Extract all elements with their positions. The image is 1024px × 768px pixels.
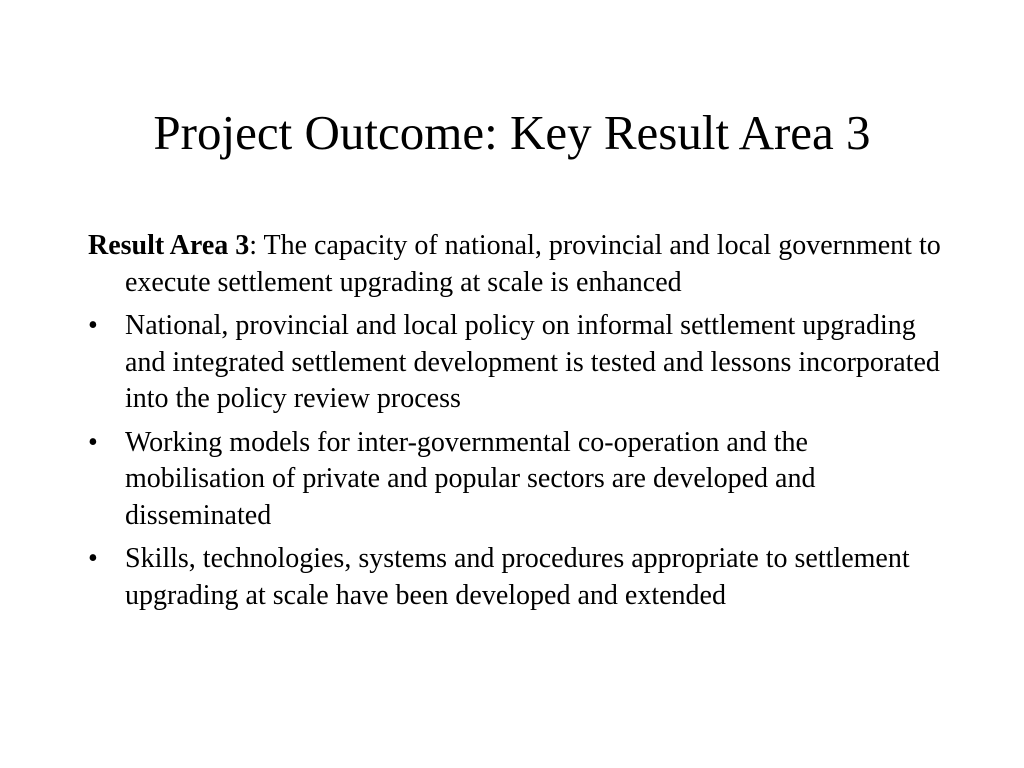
intro-text: : The capacity of national, provincial and local government to execute settlement upgrading at scale is enhanced [125,230,941,298]
bullet-item-working-models [88,425,948,535]
bullet-icon: • [88,543,98,574]
bullet-text: Working models for inter-governmental co-operation and the mobilisation of private and popular sectors are developed and disseminated [125,426,816,531]
bullet-icon: • [88,426,98,458]
bullet-text: Skills, technologies, systems and procedures appropriate to settlement upgrading at scale have been developed and extended [125,543,910,611]
slide-body [88,228,948,621]
bullet-text: National, provincial and local policy on informal settlement upgrading and integrated settlement development is tested and lessons incorporated into the policy review process [125,310,940,414]
bullet-item-policy [88,308,948,418]
slide-title: Project Outcome: Key Result Area 3 [153,105,871,160]
bullet-icon: • [88,310,98,341]
intro-lead: Result Area 3 [88,230,250,261]
intro-paragraph [88,228,948,301]
bullet-item-skills [88,541,948,614]
